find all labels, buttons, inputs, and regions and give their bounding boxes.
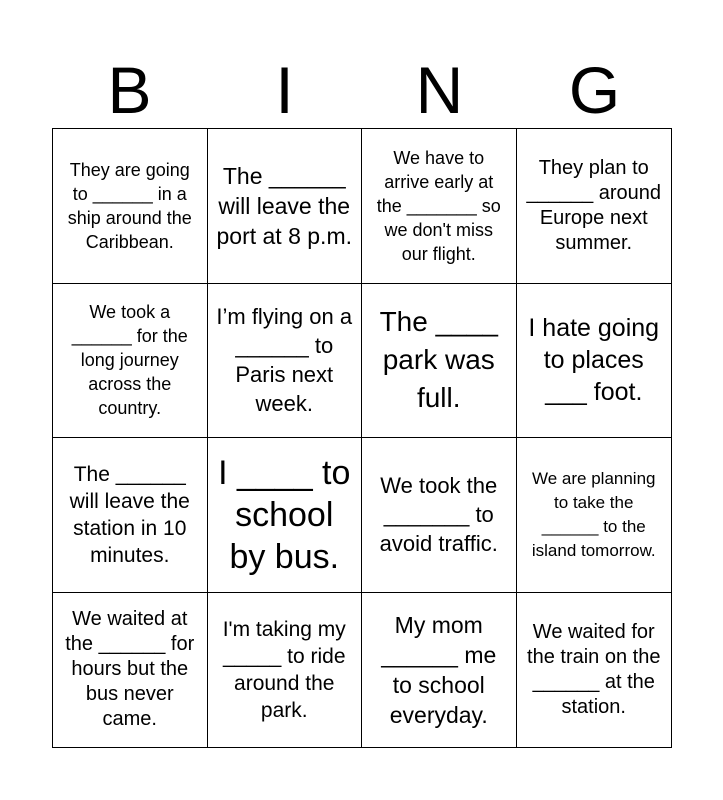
header-letter-g: G bbox=[568, 53, 621, 127]
cell-text: We took the _______ to avoid traffic. bbox=[379, 473, 498, 557]
bingo-cell[interactable] bbox=[517, 438, 672, 593]
bingo-cell[interactable] bbox=[362, 438, 517, 593]
bingo-cell[interactable] bbox=[362, 593, 517, 748]
header-letter-i: I bbox=[275, 53, 294, 127]
bingo-cell[interactable] bbox=[208, 593, 363, 748]
cell-text: They plan to ______ around Europe next summer. bbox=[526, 156, 662, 254]
header-letter-n: N bbox=[415, 53, 464, 127]
cell-text: We are planning to take the ______ to the island tomorrow. bbox=[531, 468, 656, 560]
cell-text: I hate going to places ___ foot. bbox=[528, 314, 660, 407]
cell-text: We waited for the train on the ______ at the station. bbox=[527, 620, 661, 718]
bingo-cell[interactable] bbox=[208, 438, 363, 593]
bingo-cell[interactable] bbox=[362, 129, 517, 284]
cell-text: I’m flying on a ______ to Paris next week. bbox=[216, 304, 353, 417]
bingo-card-grid bbox=[52, 128, 672, 748]
bingo-cell[interactable] bbox=[517, 129, 672, 284]
bingo-header bbox=[52, 52, 672, 128]
bingo-cell[interactable] bbox=[517, 593, 672, 748]
bingo-cell[interactable] bbox=[362, 284, 517, 439]
bingo-cell[interactable] bbox=[208, 129, 363, 284]
bingo-cell[interactable] bbox=[53, 284, 208, 439]
cell-text: The ____ park was full. bbox=[379, 306, 498, 414]
header-letter-b: B bbox=[107, 53, 152, 127]
cell-text: We waited at the ______ for hours but the bus never came. bbox=[65, 608, 195, 731]
bingo-cell[interactable] bbox=[517, 284, 672, 439]
cell-text: The ______ will leave the port at 8 p.m. bbox=[216, 162, 352, 249]
cell-text: They are going to ______ in a ship around the Caribbean. bbox=[67, 159, 192, 252]
cell-text: We took a ______ for the long journey across the country. bbox=[71, 302, 188, 419]
cell-text: I'm taking my _____ to ride around the park. bbox=[222, 617, 346, 722]
bingo-cell[interactable] bbox=[53, 129, 208, 284]
bingo-cell[interactable] bbox=[53, 593, 208, 748]
cell-text: My mom ______ me to school everyday. bbox=[381, 611, 497, 728]
bingo-cell[interactable] bbox=[53, 438, 208, 593]
cell-text: The ______ will leave the station in 10 minutes. bbox=[69, 462, 190, 567]
cell-text: I ____ to school by bus. bbox=[218, 453, 351, 576]
cell-text: We have to arrive early at the _______ so we don't miss our flight. bbox=[376, 147, 501, 264]
bingo-cell[interactable] bbox=[208, 284, 363, 439]
